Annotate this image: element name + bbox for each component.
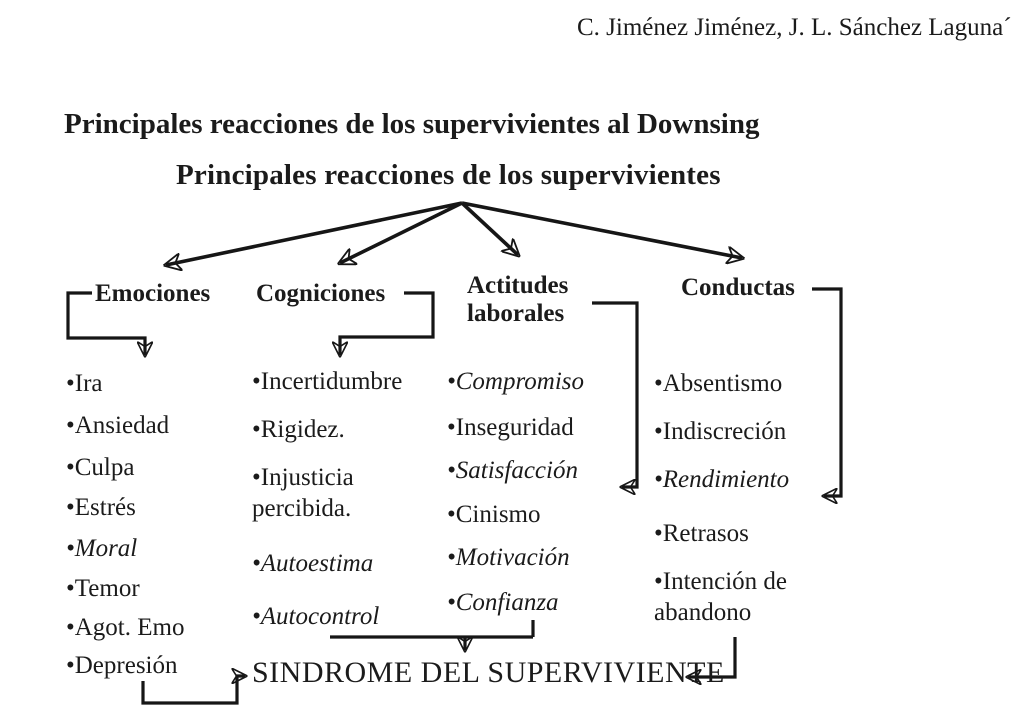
list-item: •Estrés [66, 494, 136, 521]
document-title: Principales reacciones de los supervivientes al Downsing [64, 108, 760, 140]
list-item: •Temor [66, 575, 140, 602]
list-item: •Rigidez. [252, 416, 345, 443]
list-item: •Incertidumbre [252, 368, 403, 395]
list-item: •Culpa [66, 454, 135, 481]
list-item: •Indiscreción [654, 418, 787, 445]
list-item: •Satisfacción [447, 457, 578, 484]
list-item: •Confianza [447, 589, 559, 616]
list-item: •Rendimiento [654, 466, 790, 493]
column-header-actitudes-laborales: Actitudes laborales [467, 272, 569, 327]
list-item: •Compromiso [447, 368, 585, 395]
author-line: C. Jiménez Jiménez, J. L. Sánchez Laguna´ [577, 14, 1012, 41]
list-item: •Cinismo [447, 501, 541, 528]
column-header-cogniciones: Cogniciones [256, 280, 386, 307]
list-item: •Moral [66, 535, 138, 562]
list-item: •Motivación [447, 544, 570, 571]
outcome-label: SINDROME DEL SUPERVIVIENTE [252, 656, 725, 689]
fan-arrows [166, 203, 742, 265]
list-item: •Depresión [66, 652, 178, 679]
list-item: •Ira [66, 370, 103, 397]
column-header-emociones: Emociones [95, 280, 211, 307]
list-item: •Autoestima [252, 550, 374, 577]
column-header-conductas: Conductas [681, 274, 795, 301]
list-item: •Intención de abandono [654, 568, 788, 626]
list-item: •Agot. Emo [66, 614, 185, 641]
list-item: •Inseguridad [447, 414, 574, 441]
list-item: •Absentismo [654, 370, 783, 397]
list-item: •Autocontrol [252, 603, 380, 630]
diagram-title: Principales reacciones de los supervivientes [176, 159, 721, 191]
list-item: •Retrasos [654, 520, 749, 547]
list-item: •Injusticia percibida. [252, 464, 354, 522]
list-item: •Ansiedad [66, 412, 170, 439]
